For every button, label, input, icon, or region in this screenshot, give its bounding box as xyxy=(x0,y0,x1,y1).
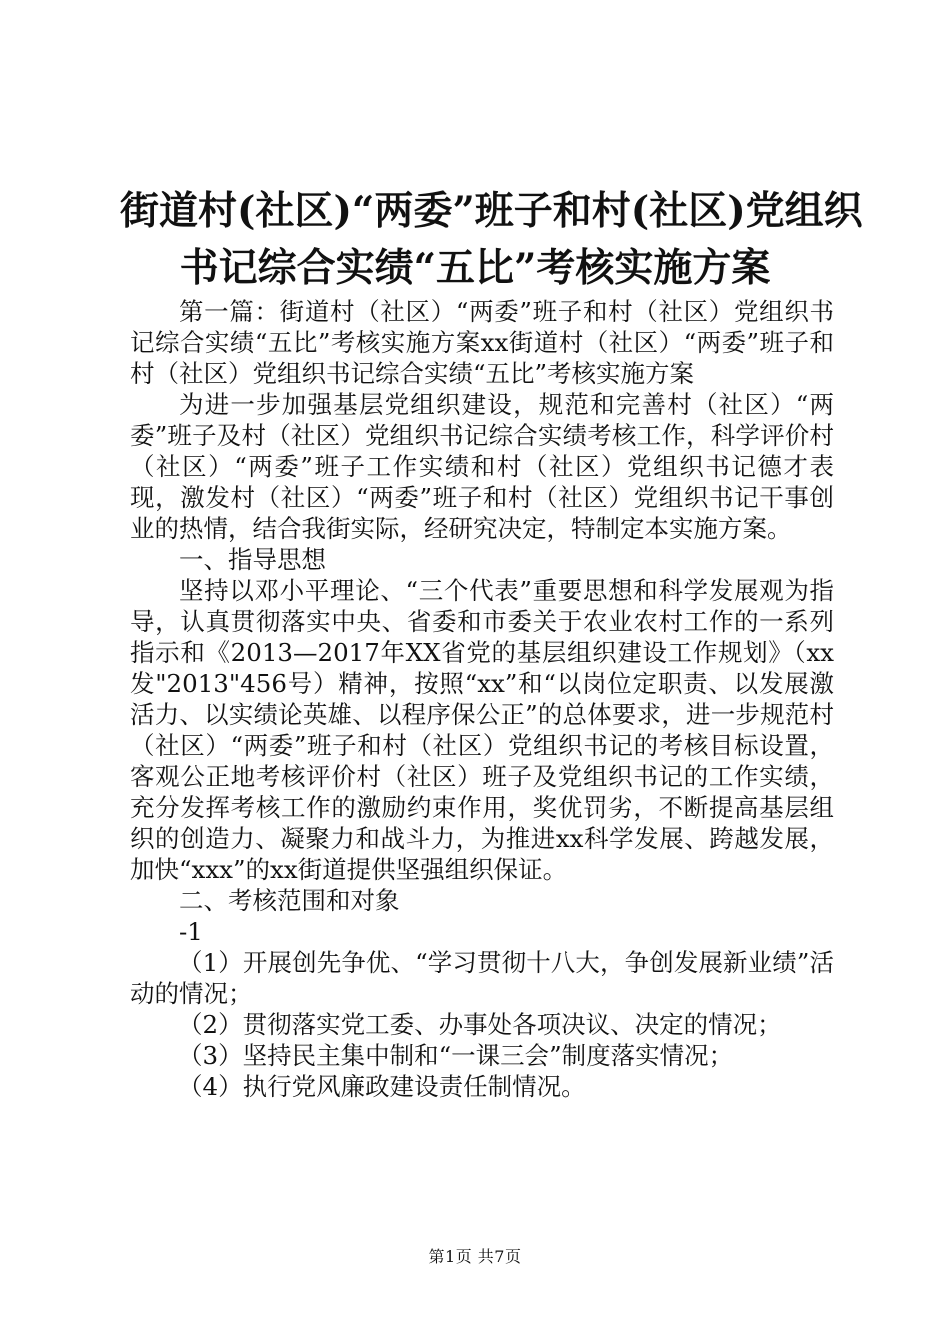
heading-guiding-ideology: 一、指导思想 xyxy=(179,545,326,574)
list-item-1: （1）开展创先争优、“学习贯彻十八大，争创发展新业绩”活动的情况； xyxy=(130,948,834,1008)
heading-scope: 二、考核范围和对象 xyxy=(179,886,400,915)
document-title-line-1: 街道村(社区)“两委”班子和村(社区)党组织 xyxy=(120,188,863,234)
list-item-3: （3）坚持民主集中制和“一课三会”制度落实情况； xyxy=(178,1041,734,1070)
document-title-line-2: 书记综合实绩“五比”考核实施方案 xyxy=(179,245,771,291)
list-marker: -1 xyxy=(179,917,203,946)
page-footer: 第1页 共7页 xyxy=(428,1247,522,1266)
list-item-4: （4）执行党风廉政建设责任制情况。 xyxy=(178,1072,586,1101)
document-body xyxy=(130,296,834,1102)
paragraph-intro: 第一篇：街道村（社区）“两委”班子和村（社区）党组织书记综合实绩“五比”考核实施方案xx街道村（社区）“两委”班子和村（社区）党组织书记综合实绩“五比”考核实施方案 xyxy=(130,297,834,388)
list-item-2: （2）贯彻落实党工委、办事处各项决议、决定的情况； xyxy=(178,1010,782,1039)
paragraph-purpose: 为进一步加强基层党组织建设，规范和完善村（社区）“两委”班子及村（社区）党组织书记综合实绩考核工作，科学评价村（社区）“两委”班子工作实绩和村（社区）党组织书记德才表现，激发村（社区）“两委”班子和村（社区）党组织书记干事创业的热情，结合我街实际，经研究决定，特制定本实施方案。 xyxy=(130,390,834,543)
paragraph-guiding-ideology: 坚持以邓小平理论、“三个代表”重要思想和科学发展观为指导，认真贯彻落实中央、省委和市委关于农业农村工作的一系列指示和《2013—2017年XX省党的基层组织建设工作规划》（xx发"2013"456号）精神，按照“xx”和“以岗位定职责、以发展激活力、以实绩论英雄、以程序保公正”的总体要求，进一步规范村（社区）“两委”班子和村（社区）党组织书记的考核目标设置，客观公正地考核评价村（社区）班子及党组织书记的工作实绩，充分发挥考核工作的激励约束作用，奖优罚劣，不断提高基层组织的创造力、凝聚力和战斗力，为推进xx科学发展、跨越发展，加快“xxx”的xx街道提供坚强组织保证。 xyxy=(130,576,834,884)
